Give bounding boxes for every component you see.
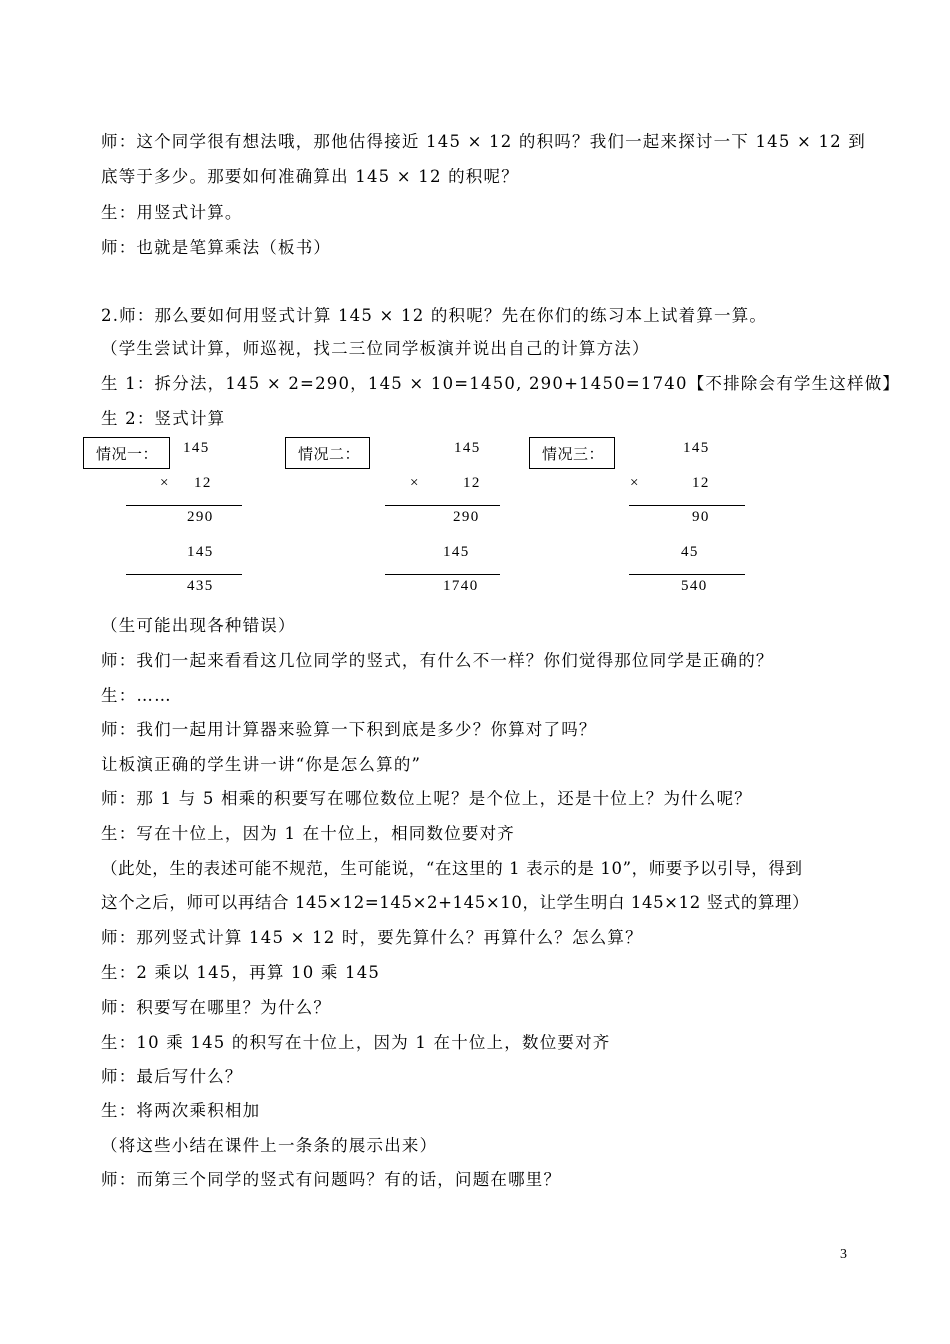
text-line: （生可能出现各种错误）	[101, 616, 296, 635]
text-line: 生 1：拆分法，145 × 2=290，145 × 10=1450, 290+1450=1740【不排除会有学生这样做】	[101, 374, 901, 393]
text-line: 生：……	[101, 686, 172, 705]
multiply-sign: ×	[630, 475, 640, 491]
calc-rule	[629, 505, 745, 506]
partial-product-1: 290	[187, 509, 214, 525]
text-line: 师：而第三个同学的竖式有问题吗？有的话，问题在哪里？	[101, 1170, 562, 1189]
text-line: 师：那 1 与 5 相乘的积要写在哪位数位上呢？是个位上，还是十位上？为什么呢？	[101, 789, 752, 808]
multiplicand: 145	[683, 440, 710, 456]
text-line: 让板演正确的学生讲一讲“你是怎么算的”	[101, 755, 422, 774]
page-number: 3	[840, 1247, 847, 1262]
partial-product-2: 45	[681, 544, 699, 560]
text-line: （此处，生的表述可能不规范，生可能说，“在这里的 1 表示的是 10”，师要予以引导，得到	[101, 859, 803, 878]
case-label-box: 情况一：	[83, 437, 170, 469]
partial-product-1: 90	[692, 509, 710, 525]
text-line: 生：10 乘 145 的积写在十位上，因为 1 在十位上，数位要对齐	[101, 1033, 611, 1052]
text-line: 生 2：竖式计算	[101, 409, 226, 428]
multiplier: 12	[194, 475, 212, 491]
text-line: 师：积要写在哪里？为什么？	[101, 998, 332, 1017]
calc-rule	[385, 505, 500, 506]
text-line: 师：我们一起来看看这几位同学的竖式，有什么不一样？你们觉得那位同学是正确的？	[101, 651, 774, 670]
product: 540	[681, 578, 708, 594]
text-line: 生：将两次乘积相加	[101, 1101, 261, 1120]
text-line: 2.师：那么要如何用竖式计算 145 × 12 的积呢？先在你们的练习本上试着算一算。	[101, 306, 768, 325]
text-line: 师：那列竖式计算 145 × 12 时，要先算什么？再算什么？怎么算？	[101, 928, 643, 947]
product: 1740	[443, 578, 479, 594]
case-label-box: 情况三：	[529, 437, 615, 469]
calc-rule	[629, 574, 745, 575]
multiplier: 12	[463, 475, 481, 491]
text-line: 师：我们一起用计算器来验算一下积到底是多少？你算对了吗？	[101, 720, 597, 739]
text-line: 师：最后写什么？	[101, 1067, 243, 1086]
text-line: 生：写在十位上，因为 1 在十位上，相同数位要对齐	[101, 824, 515, 843]
text-line: 生：用竖式计算。	[101, 203, 243, 222]
text-line: 师：这个同学很有想法哦，那他估得接近 145 × 12 的积吗？我们一起来探讨一下 145 × 12 到	[101, 132, 866, 151]
partial-product-2: 145	[187, 544, 214, 560]
multiplicand: 145	[183, 440, 210, 456]
text-line: 这个之后，师可以再结合 145×12=145×2+145×10，让学生明白 145×12 竖式的算理）	[101, 893, 810, 912]
product: 435	[187, 578, 214, 594]
multiplicand: 145	[454, 440, 481, 456]
partial-product-1: 290	[453, 509, 480, 525]
multiplier: 12	[692, 475, 710, 491]
text-line: 生：2 乘以 145，再算 10 乘 145	[101, 963, 381, 982]
calc-rule	[126, 505, 242, 506]
multiply-sign: ×	[410, 475, 420, 491]
partial-product-2: 145	[443, 544, 470, 560]
case-label-box: 情况二：	[285, 437, 370, 469]
text-line: 师：也就是笔算乘法（板书）	[101, 238, 332, 257]
text-line: 底等于多少。那要如何准确算出 145 × 12 的积呢？	[101, 167, 519, 186]
text-line: （将这些小结在课件上一条条的展示出来）	[101, 1136, 438, 1155]
text-line: （学生尝试计算，师巡视，找二三位同学板演并说出自己的计算方法）	[101, 339, 650, 358]
calc-rule	[385, 574, 500, 575]
multiply-sign: ×	[160, 475, 170, 491]
calc-rule	[126, 574, 242, 575]
